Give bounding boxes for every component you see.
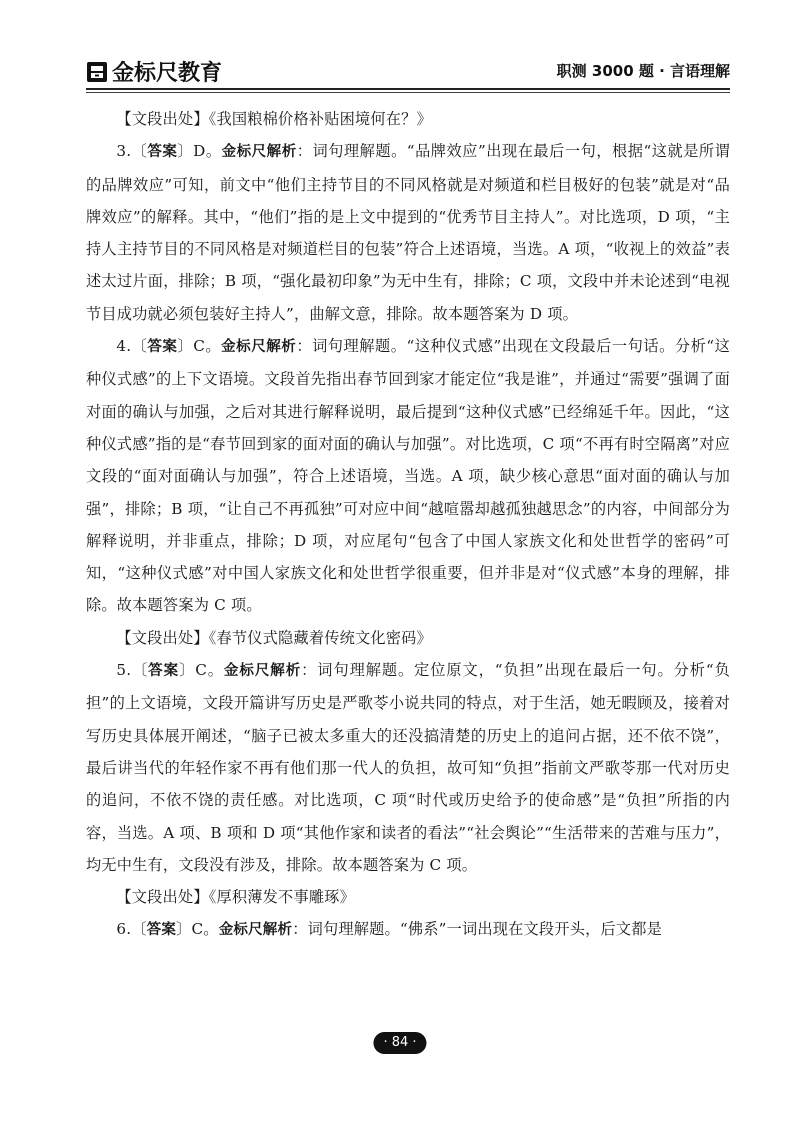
page-header — [86, 52, 730, 90]
logo-icon — [86, 61, 108, 83]
answer-label: 答案 — [148, 663, 180, 680]
header-rule — [86, 88, 730, 90]
source-note: 【文段出处】《我国粮棉价格补贴困境何在？》 — [116, 110, 432, 128]
analysis-label: 金标尺解析 — [221, 144, 297, 161]
answer-5: 5.〔答案〕C。金标尺解析：词句理解题。定位原文，“负担”出现在最后一句。分析“负担”的上文语境，文段开篇讲写历史是严歌苓小说共同的特点，对于生活，她无暇顾及，接着对写历史具体展开阐述，“脑子已被太多重大的还没搞清楚的历史上的追问占据，还不依不饶”，最后讲当代的年轻作家不再有他们那一代人的负担，故可知“负担”指前文严歌苓那一代对历史的追问，不依不饶的责任感。对比选项，C 项“时代或历史给予的使命感”是“负担”所指的内容，当选。A 项、B 项和 D 项“其他作家和读者的看法”“社会舆论”“生活带来的苦难与压力”，均无中生有，文段没有涉及，排除。故本题答案为 C 项。 — [86, 661, 730, 874]
book-title: 职测 3000 题 · 言语理解 — [556, 62, 730, 80]
page-content — [86, 103, 730, 947]
analysis-label: 金标尺解析 — [221, 339, 297, 356]
analysis-text: ：词句理解题。“品牌效应”出现在最后一句，根据“这就是所谓的品牌效应”可知，前文中“他们主持节目的不同风格就是对频道和栏目极好的包装”就是对“品牌效应”的解释。其中，“他们”指的是上文中提到的“优秀节目主持人”。对比选项，D 项，“主持人主持节目的不同风格是对频道栏目的包装”符合上述语境，当选。A 项，“收视上的效益”表述太过片面，排除；B 项，“强化最初印象”为无中生有，排除；C 项，文段中并未论述到“电视节目成功就必须包装好主持人”，曲解文意，排除。故本题答案为 D 项。 — [86, 142, 731, 323]
answer-3: 3.〔答案〕D。金标尺解析：词句理解题。“品牌效应”出现在最后一句，根据“这就是所谓的品牌效应”可知，前文中“他们主持节目的不同风格就是对频道和栏目极好的包装”就是对“品牌效应”的解释。其中，“他们”指的是上文中提到的“优秀节目主持人”。对比选项，D 项，“主持人主持节目的不同风格是对频道栏目的包装”符合上述语境，当选。A 项，“收视上的效益”表述太过片面，排除；B 项，“强化最初印象”为无中生有，排除；C 项，文段中并未论述到“电视节目成功就必须包装好主持人”，曲解文意，排除。故本题答案为 D 项。 — [86, 142, 731, 323]
analysis-text: ：词句理解题。定位原文，“负担”出现在最后一句。分析“负担”的上文语境，文段开篇讲写历史是严歌苓小说共同的特点，对于生活，她无暇顾及，接着对写历史具体展开阐述，“脑子已被太多重大的还没搞清楚的历史上的追问占据，还不依不饶”，最后讲当代的年轻作家不再有他们那一代人的负担，故可知“负担”指前文严歌苓那一代对历史的追问，不依不饶的责任感。对比选项，C 项“时代或历史给予的使命感”是“负担”所指的内容，当选。A 项、B 项和 D 项“其他作家和读者的看法”“社会舆论”“生活带来的苦难与压力”，均无中生有，文段没有涉及，排除。故本题答案为 C 项。 — [86, 661, 730, 874]
brand-logo — [86, 56, 222, 87]
source-note: 【文段出处】《春节仪式隐藏着传统文化密码》 — [116, 628, 432, 647]
analysis-text: ：词句理解题。“这种仪式感”出现在文段最后一句话。分析“这种仪式感”的上下文语境。文段首先指出春节回到家才能定位“我是谁”，并通过“需要”强调了面对面的确认与加强，之后对其进行解释说明，最后提到“这种仪式感”已经绵延千年。因此，“这种仪式感”指的是“春节回到家的面对面的确认与加强”。对比选项，C 项“不再有时空隔离”对应文段的“面对面确认与加强”，符合上述语境，当选。A 项，缺少核心意思“面对面的确认与加强”，排除；B 项，“让自己不再孤独”可对应中间“越喧嚣却越孤独越思念”的内容，中间部分为解释说明，并非重点，排除；D 项，对应尾句“包含了中国人家族文化和处世哲学的密码”可知，“这种仪式感”对中国人家族文化和处世哲学很重要，但并非是对“仪式感”本身的理解，排除。故本题答案为 C 项。 — [86, 337, 731, 615]
answer-6: 6.〔答案〕C。金标尺解析：词句理解题。“佛系”一词出现在文段开头，后文都是 — [116, 920, 663, 939]
logo-text: 金标尺教育 — [112, 61, 223, 86]
answer-4: 4.〔答案〕C。金标尺解析：词句理解题。“这种仪式感”出现在文段最后一句话。分析“这种仪式感”的上下文语境。文段首先指出春节回到家才能定位“我是谁”，并通过“需要”强调了面对面的确认与加强，之后对其进行解释说明，最后提到“这种仪式感”已经绵延千年。因此，“这种仪式感”指的是“春节回到家的面对面的确认与加强”。对比选项，C 项“不再有时空隔离”对应文段的“面对面确认与加强”，符合上述语境，当选。A 项，缺少核心意思“面对面的确认与加强”，排除；B 项，“让自己不再孤独”可对应中间“越喧嚣却越孤独越思念”的内容，中间部分为解释说明，并非重点，排除；D 项，对应尾句“包含了中国人家族文化和处世哲学的密码”可知，“这种仪式感”对中国人家族文化和处世哲学很重要，但并非是对“仪式感”本身的理解，排除。故本题答案为 C 项。 — [86, 337, 731, 615]
header-rule-thin — [86, 92, 730, 93]
answer-label: 答案 — [147, 144, 178, 161]
answer-label: 答案 — [146, 922, 177, 939]
analysis-label: 金标尺解析 — [218, 922, 293, 939]
answer-label: 答案 — [147, 339, 178, 356]
analysis-label: 金标尺解析 — [223, 663, 302, 680]
page-number: · 84 · — [373, 1032, 426, 1054]
analysis-text: ：词句理解题。“佛系”一词出现在文段开头，后文都是 — [292, 920, 663, 939]
source-note: 【文段出处】《厚积薄发不事雕琢》 — [116, 888, 355, 907]
